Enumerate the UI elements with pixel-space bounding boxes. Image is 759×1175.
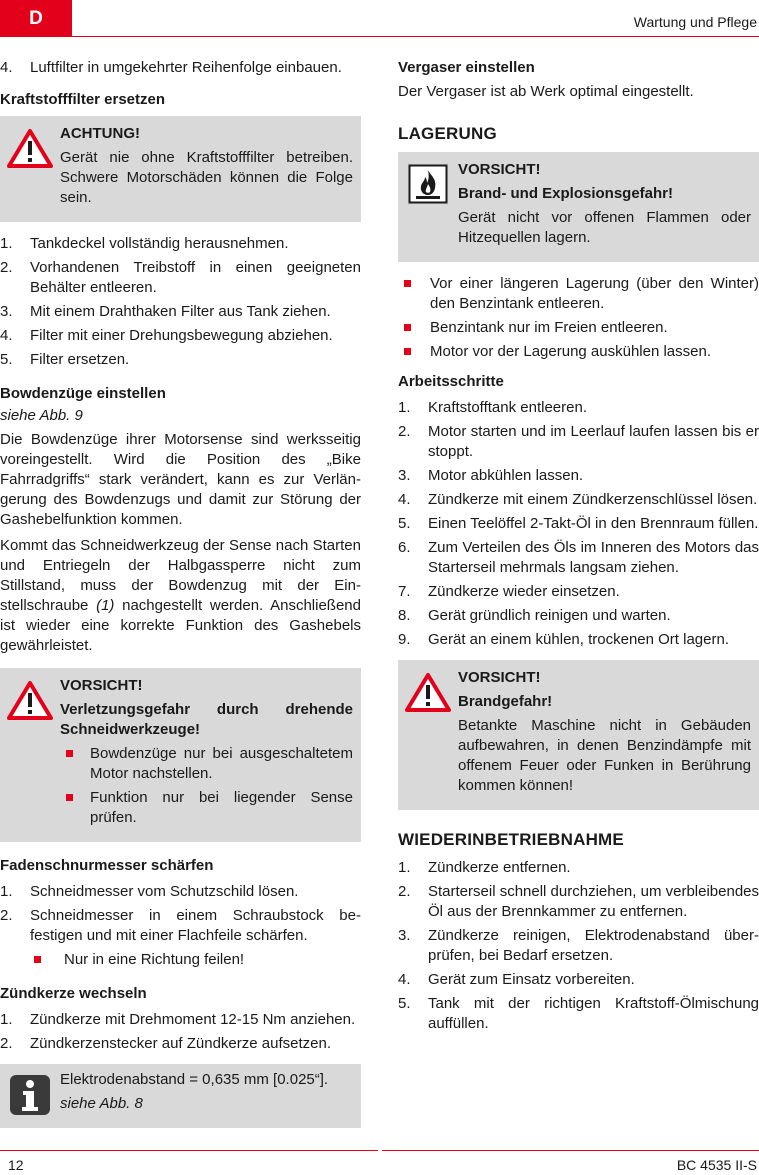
fire-icon	[398, 160, 458, 252]
restart-heading: WIEDERINBETRIEBNAHME	[398, 830, 624, 849]
notice-title: ACHTUNG!	[60, 125, 140, 142]
adjust-screw-ref: (1)	[96, 597, 115, 614]
restart-steps	[398, 858, 759, 1034]
notice-text: Gerät nie ohne Kraftstofffilter betreiben. Schwere Motorschäden können die Folge sein.	[60, 149, 353, 206]
bullet-icon	[60, 744, 90, 784]
carburetor-heading: Vergaser einstellen	[398, 59, 535, 76]
list-item: Funktion nur bei liegender Sense prüfen.	[60, 788, 353, 828]
list-item: 7. Zündkerze wieder einsetzen.	[398, 583, 620, 600]
list-item: 2. Zündkerzenstecker auf Zündkerze aufsetzen.	[0, 1035, 331, 1052]
plug-steps	[0, 1010, 361, 1054]
fuel-filter-heading: Kraftstofffilter ersetzen	[0, 91, 166, 108]
list-item: 3. Motor abkühlen lassen.	[398, 467, 584, 484]
notice-bullets	[60, 744, 353, 828]
list-item: 1. Zündkerze entfernen.	[398, 859, 571, 876]
header-rule	[72, 36, 759, 37]
chapter-tab: D	[0, 0, 72, 37]
list-item: 1. Kraftstofftank entleeren.	[398, 399, 587, 416]
notice-title: VORSICHT!	[458, 669, 541, 686]
bullet-icon	[398, 274, 430, 314]
notice-title: VORSICHT!	[458, 161, 541, 178]
bowden-paragraph-2: Kommt das Schneidwerkzeug der Sense nach Starten und Entriegeln der Halbgassperre nicht zum Stillstand, muss der Bowdenzug mit der Einstellschraube (1) nachgestellt werden. Anschließend ist wieder eine korrekte Funktion des Gashebels gewährleistet.	[0, 537, 361, 654]
right-column	[398, 58, 759, 1044]
model-number: BC 4535 II-S	[676, 1157, 757, 1173]
page-number: 12	[8, 1157, 24, 1173]
caution-notice-fire-hazard	[398, 660, 759, 810]
list-item: 6. Zum Verteilen des Öls im Inneren des Motors das Starterseil mehrmals langsam ziehen.	[398, 539, 759, 576]
warning-triangle-icon	[0, 676, 60, 832]
bowden-paragraph-1: Die Bowdenzüge ihrer Motorsense sind werksseitig voreingestellt. Wird die Position des „Bike Fahrradgriffs“ stark verändert, kann es zur Verlängerung des Bowdenzugs und damit zur Störung der Gashebelfunktion kommen.	[0, 431, 361, 528]
list-item: 2. Starterseil schnell durchziehen, um verbleibendes Öl aus der Brennkammer zu entfernen.	[398, 883, 759, 920]
info-notice	[0, 1064, 361, 1128]
bullet-icon	[28, 950, 64, 970]
list-item: 1. Zündkerze mit Drehmoment 12-15 Nm anziehen.	[0, 1011, 356, 1028]
warning-triangle-icon	[398, 668, 458, 800]
blade-heading: Fadenschnurmesser schärfen	[0, 857, 214, 874]
chapter-title: Wartung und Pflege	[633, 14, 757, 30]
footer-rule-right	[382, 1150, 759, 1151]
list-item: 9. Gerät an einem kühlen, trockenen Ort lagern.	[398, 631, 729, 648]
list-item: 5. Tank mit der richtigen Kraftstoff-Ölmischung auffüllen.	[398, 995, 759, 1032]
attention-notice	[0, 116, 361, 222]
list-item: 1. Schneidmesser vom Schutzschild lösen.	[0, 883, 299, 900]
list-item: Bowdenzüge nur bei ausgeschaltetem Motor nachstellen.	[60, 744, 353, 784]
list-item: 3. Zündkerze reinigen, Elektrodenabstand überprüfen, bei Bedarf ersetzen.	[398, 927, 759, 964]
list-item: 2. Motor starten und im Leerlauf laufen lassen bis er stoppt.	[398, 423, 759, 460]
list-item: 4. Luftfilter in umgekehrter Reihenfolge einbauen.	[0, 59, 342, 76]
list-item: Motor vor der Lagerung auskühlen lassen.	[398, 342, 759, 362]
carburetor-text: Der Vergaser ist ab Werk optimal eingestellt.	[398, 83, 694, 100]
notice-title: VORSICHT!	[60, 677, 143, 694]
list-item: 2. Vorhandenen Treibstoff in einen geeigneten Behälter entleeren.	[0, 259, 361, 296]
info-icon	[0, 1070, 60, 1118]
caution-notice-bowden	[0, 668, 361, 842]
left-column	[0, 58, 361, 1140]
notice-text: Gerät nicht vor offenen Flammen oder Hitzequellen lagern.	[458, 209, 751, 246]
bullet-icon	[398, 342, 430, 362]
bullet-icon	[60, 788, 90, 828]
list-item: 3. Mit einem Drahthaken Filter aus Tank ziehen.	[0, 303, 331, 320]
list-item: Nur in eine Richtung feilen!	[28, 950, 361, 970]
bowden-figure-ref: siehe Abb. 9	[0, 407, 83, 424]
storage-bullets	[398, 274, 759, 362]
list-item: 2. Schneidmesser in einem Schraubstock befestigen und mit einer Flachfeile schärfen.	[0, 907, 361, 944]
list-item: 5. Einen Teelöffel 2-Takt-Öl in den Brennraum füllen.	[398, 515, 759, 532]
storage-heading: LAGERUNG	[398, 124, 497, 143]
fuel-filter-steps	[0, 234, 361, 370]
bullet-icon	[398, 318, 430, 338]
notice-subtitle: Verletzungsgefahr durch drehende Schneidwerkzeuge!	[60, 701, 353, 738]
list-item: Vor einer längeren Lagerung (über den Winter) den Benzintank entleeren.	[398, 274, 759, 314]
footer-rule-left	[0, 1150, 378, 1151]
notice-subtitle: Brandgefahr!	[458, 693, 553, 710]
air-filter-step	[0, 58, 361, 78]
info-figure-ref: siehe Abb. 8	[60, 1095, 143, 1112]
notice-subtitle: Brand- und Explosionsgefahr!	[458, 185, 674, 202]
warning-triangle-icon	[0, 124, 60, 212]
plug-heading: Zündkerze wechseln	[0, 985, 147, 1002]
caution-notice-fire	[398, 152, 759, 262]
info-text: Elektrodenabstand = 0,635 mm [0.025“].	[60, 1071, 329, 1088]
blade-bullets	[0, 950, 361, 970]
list-item: Benzintank nur im Freien entleeren.	[398, 318, 759, 338]
bowden-heading: Bowdenzüge einstellen	[0, 385, 166, 402]
list-item: 4. Filter mit einer Drehungsbewegung abziehen.	[0, 327, 333, 344]
list-item: 4. Zündkerze mit einem Zündkerzenschlüssel lösen.	[398, 491, 758, 508]
notice-text: Betankte Maschine nicht in Gebäuden aufbewahren, in denen Benzindämpfe mit offenem Feuer oder Funken in Berührung kommen können!	[458, 717, 751, 794]
list-item: 1. Tankdeckel vollständig herausnehmen.	[0, 235, 289, 252]
steps-heading: Arbeitsschritte	[398, 373, 504, 390]
storage-steps	[398, 398, 759, 650]
list-item: 8. Gerät gründlich reinigen und warten.	[398, 607, 671, 624]
blade-steps	[0, 882, 361, 946]
list-item: 5. Filter ersetzen.	[0, 351, 130, 368]
list-item: 4. Gerät zum Einsatz vorbereiten.	[398, 971, 635, 988]
